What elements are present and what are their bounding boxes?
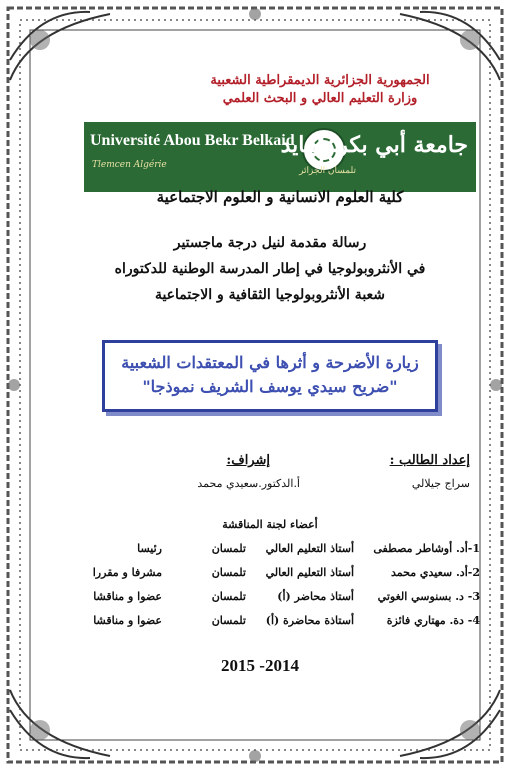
thesis-line-3: شعبة الأنثروبولوجيا الثقافية و الاجتماعية (154, 287, 386, 303)
member-city: تلمسان (211, 542, 246, 555)
member-role: رئيسا (137, 542, 162, 555)
member-name: 4- دة. مهتاري فائزة (386, 614, 480, 627)
university-city-fr: Tlemcen Algérie (92, 160, 167, 170)
thesis-line-1: رسالة مقدمة لنيل درجة ماجستير (173, 235, 367, 251)
member-name: 2-أد. سعيدي محمد (390, 566, 480, 579)
thesis-line-2: في الأنثروبولوجيا في إطار المدرسة الوطنية للدكتوراه (114, 261, 426, 277)
member-city: تلمسان (211, 590, 246, 603)
committee-row (60, 542, 480, 564)
member-role: عضوا و مناقشا (93, 590, 162, 603)
member-role: عضوا و مناقشا (93, 614, 162, 627)
committee-row (60, 566, 480, 588)
member-city: تلمسان (211, 614, 246, 627)
member-role: مشرفا و مقررا (92, 566, 162, 579)
committee-row (60, 590, 480, 612)
thesis-description (60, 230, 480, 308)
committee-title: أعضاء لجنة المناقشة (222, 518, 318, 531)
member-name: 1-أد. أوشاطر مصطفى (373, 542, 480, 555)
page-content (40, 40, 480, 730)
university-name-ar: جامعة أبي بكر بلقايد (280, 132, 468, 158)
republic-name: الجمهورية الجزائرية الديمقراطية الشعبية (210, 73, 430, 88)
ministry-name: وزارة التعليم العالي و البحث العلمي (222, 91, 418, 106)
academic-year: 2015 -2014 (221, 656, 299, 675)
university-name-fr: Université Abou Bekr Belkaid (90, 132, 295, 149)
faculty-name: كلية العلوم الانسانية و العلوم الاجتماعية (156, 188, 404, 206)
member-name: 3- د. بسنوسي الغوتي (377, 590, 480, 603)
student-name: سراج جيلالي (411, 477, 470, 490)
member-city: تلمسان (211, 566, 246, 579)
member-rank: أستاذ التعليم العالي (265, 542, 354, 555)
university-city-ar: تلمسان الجزائر (299, 166, 356, 176)
thesis-title-line-1: زيارة الأضرحة و أثرها في المعتقدات الشعبية (121, 353, 419, 372)
supervision-label: إشراف: (226, 453, 270, 468)
ministry-header (170, 72, 470, 108)
supervisor-name: أ.الدكتور.سعيدي محمد (197, 477, 300, 490)
member-rank: أستاذ التعليم العالي (265, 566, 354, 579)
member-rank: أستاذة محاضرة (أ) (265, 614, 354, 627)
thesis-title-line-2: "ضريح سيدي يوسف الشريف نموذجا" (142, 377, 398, 396)
prepared-by-label: إعداد الطالب : (389, 453, 470, 468)
thesis-title-box (102, 340, 438, 412)
university-banner (84, 122, 476, 192)
member-rank: أستاذ محاضر (أ) (277, 590, 354, 603)
committee-row (60, 614, 480, 636)
